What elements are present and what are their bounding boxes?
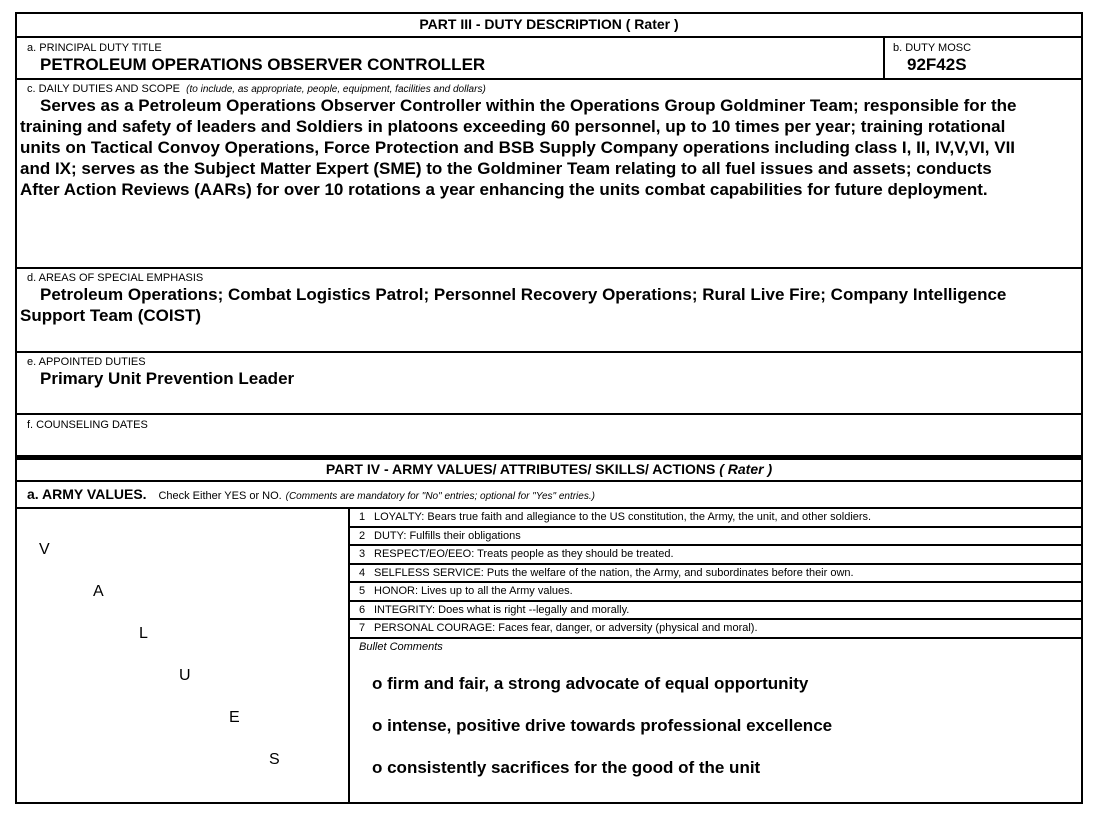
value-row-integrity xyxy=(350,601,1082,619)
special-emphasis-line: Petroleum Operations; Combat Logistics Patrol; Personnel Recovery Operations; Rural Live Fire; Company Intelligence xyxy=(40,285,1007,304)
bullet-comment: o consistently sacrifices for the good of the unit xyxy=(372,758,761,777)
special-emphasis-field[interactable] xyxy=(20,284,1080,326)
value-row-selfless-service xyxy=(350,564,1082,582)
value-text: HONOR: Lives up to all the Army values. xyxy=(374,585,573,597)
divider xyxy=(15,458,1083,460)
values-letter: E xyxy=(229,709,240,726)
value-row-personal-courage xyxy=(350,619,1082,637)
value-number: 5 xyxy=(359,585,366,597)
bullet-comments-label: Bullet Comments xyxy=(359,641,443,653)
value-text: SELFLESS SERVICE: Puts the welfare of the nation, the Army, and subordinates before their own. xyxy=(374,567,854,579)
counseling-dates-field[interactable] xyxy=(40,432,1070,452)
special-emphasis-line: Support Team (COIST) xyxy=(20,306,202,325)
duty-mosc-label: b. DUTY MOSC xyxy=(893,42,972,54)
divider xyxy=(15,480,1083,482)
appointed-duties-label: e. APPOINTED DUTIES xyxy=(27,356,146,368)
values-letter: S xyxy=(269,751,280,768)
bullet-comments-field[interactable] xyxy=(350,654,1081,802)
part4-title xyxy=(15,461,1083,477)
value-row-duty xyxy=(350,527,1082,545)
daily-duties-hint: (to include, as appropriate, people, equipment, facilities and dollars) xyxy=(186,84,486,95)
divider xyxy=(15,413,1083,415)
divider xyxy=(15,36,1083,38)
value-text: PERSONAL COURAGE: Faces fear, danger, or adversity (physical and moral). xyxy=(374,622,758,634)
army-values-note: (Comments are mandatory for "No" entries; optional for "Yes" entries.) xyxy=(285,491,595,502)
daily-duties-line: After Action Reviews (AARs) for over 10 rotations a year enhancing the units combat capabilities for future deployment. xyxy=(20,180,988,199)
divider xyxy=(349,637,1082,639)
values-letter: L xyxy=(139,625,148,642)
values-letter: V xyxy=(39,541,50,558)
principal-duty-title-field[interactable]: PETROLEUM OPERATIONS OBSERVER CONTROLLER xyxy=(40,55,486,74)
value-number: 3 xyxy=(359,548,366,560)
value-text: LOYALTY: Bears true faith and allegiance to the US constitution, the Army, the unit, and other soldiers. xyxy=(374,511,872,523)
values-letter: U xyxy=(179,667,191,684)
value-number: 7 xyxy=(359,622,366,634)
daily-duties-line: Serves as a Petroleum Operations Observer Controller within the Operations Group Goldminer Team; responsible for the xyxy=(40,96,1017,115)
daily-duties-field[interactable] xyxy=(20,95,1080,200)
value-row-respect xyxy=(350,545,1082,563)
daily-duties-line: training and safety of leaders and Soldiers in platoons exceeding 60 personnel, up to 10 times per year; training rotational xyxy=(20,117,1006,136)
army-values-heading xyxy=(27,486,595,502)
part4-title-text: PART IV - ARMY VALUES/ ATTRIBUTES/ SKILLS/ ACTIONS xyxy=(325,461,716,477)
value-number: 4 xyxy=(359,567,366,579)
value-row-honor xyxy=(350,582,1082,600)
divider xyxy=(15,267,1083,269)
special-emphasis-label: d. AREAS OF SPECIAL EMPHASIS xyxy=(27,272,204,284)
divider xyxy=(883,37,885,79)
appointed-duties-field[interactable]: Primary Unit Prevention Leader xyxy=(40,369,295,388)
part3-title: PART III - DUTY DESCRIPTION ( Rater ) xyxy=(419,16,679,32)
daily-duties-line: and IX; serves as the Subject Matter Expert (SME) to the Goldminer Team relating to all fuel issues and assets; conducts xyxy=(20,159,992,178)
counseling-dates-label: f. COUNSELING DATES xyxy=(27,419,148,431)
daily-duties-label xyxy=(27,83,486,95)
duty-mosc-field[interactable]: 92F42S xyxy=(907,55,967,74)
value-row-loyalty xyxy=(350,508,1082,526)
value-text: RESPECT/EO/EEO: Treats people as they should be treated. xyxy=(374,548,674,560)
value-number: 1 xyxy=(359,511,366,523)
value-number: 6 xyxy=(359,604,366,616)
values-letter: A xyxy=(93,583,104,600)
part4-title-suffix: ( Rater ) xyxy=(719,461,773,477)
bullet-comment: o intense, positive drive towards professional excellence xyxy=(372,716,833,735)
army-values-instruction: Check Either YES or NO. xyxy=(158,490,282,502)
bullet-comment: o firm and fair, a strong advocate of equal opportunity xyxy=(372,674,809,693)
divider xyxy=(15,78,1083,80)
value-text: INTEGRITY: Does what is right --legally and morally. xyxy=(374,604,630,616)
daily-duties-label-text: c. DAILY DUTIES AND SCOPE xyxy=(27,83,181,95)
divider xyxy=(15,351,1083,353)
principal-duty-title-label: a. PRINCIPAL DUTY TITLE xyxy=(27,42,162,54)
daily-duties-line: units on Tactical Convoy Operations, Force Protection and BSB Supply Company operations including class I, II, IV,V,VI, VII xyxy=(20,138,1016,157)
value-number: 2 xyxy=(359,530,366,542)
army-values-label: a. ARMY VALUES. xyxy=(27,486,147,502)
value-text: DUTY: Fulfills their obligations xyxy=(374,530,521,542)
